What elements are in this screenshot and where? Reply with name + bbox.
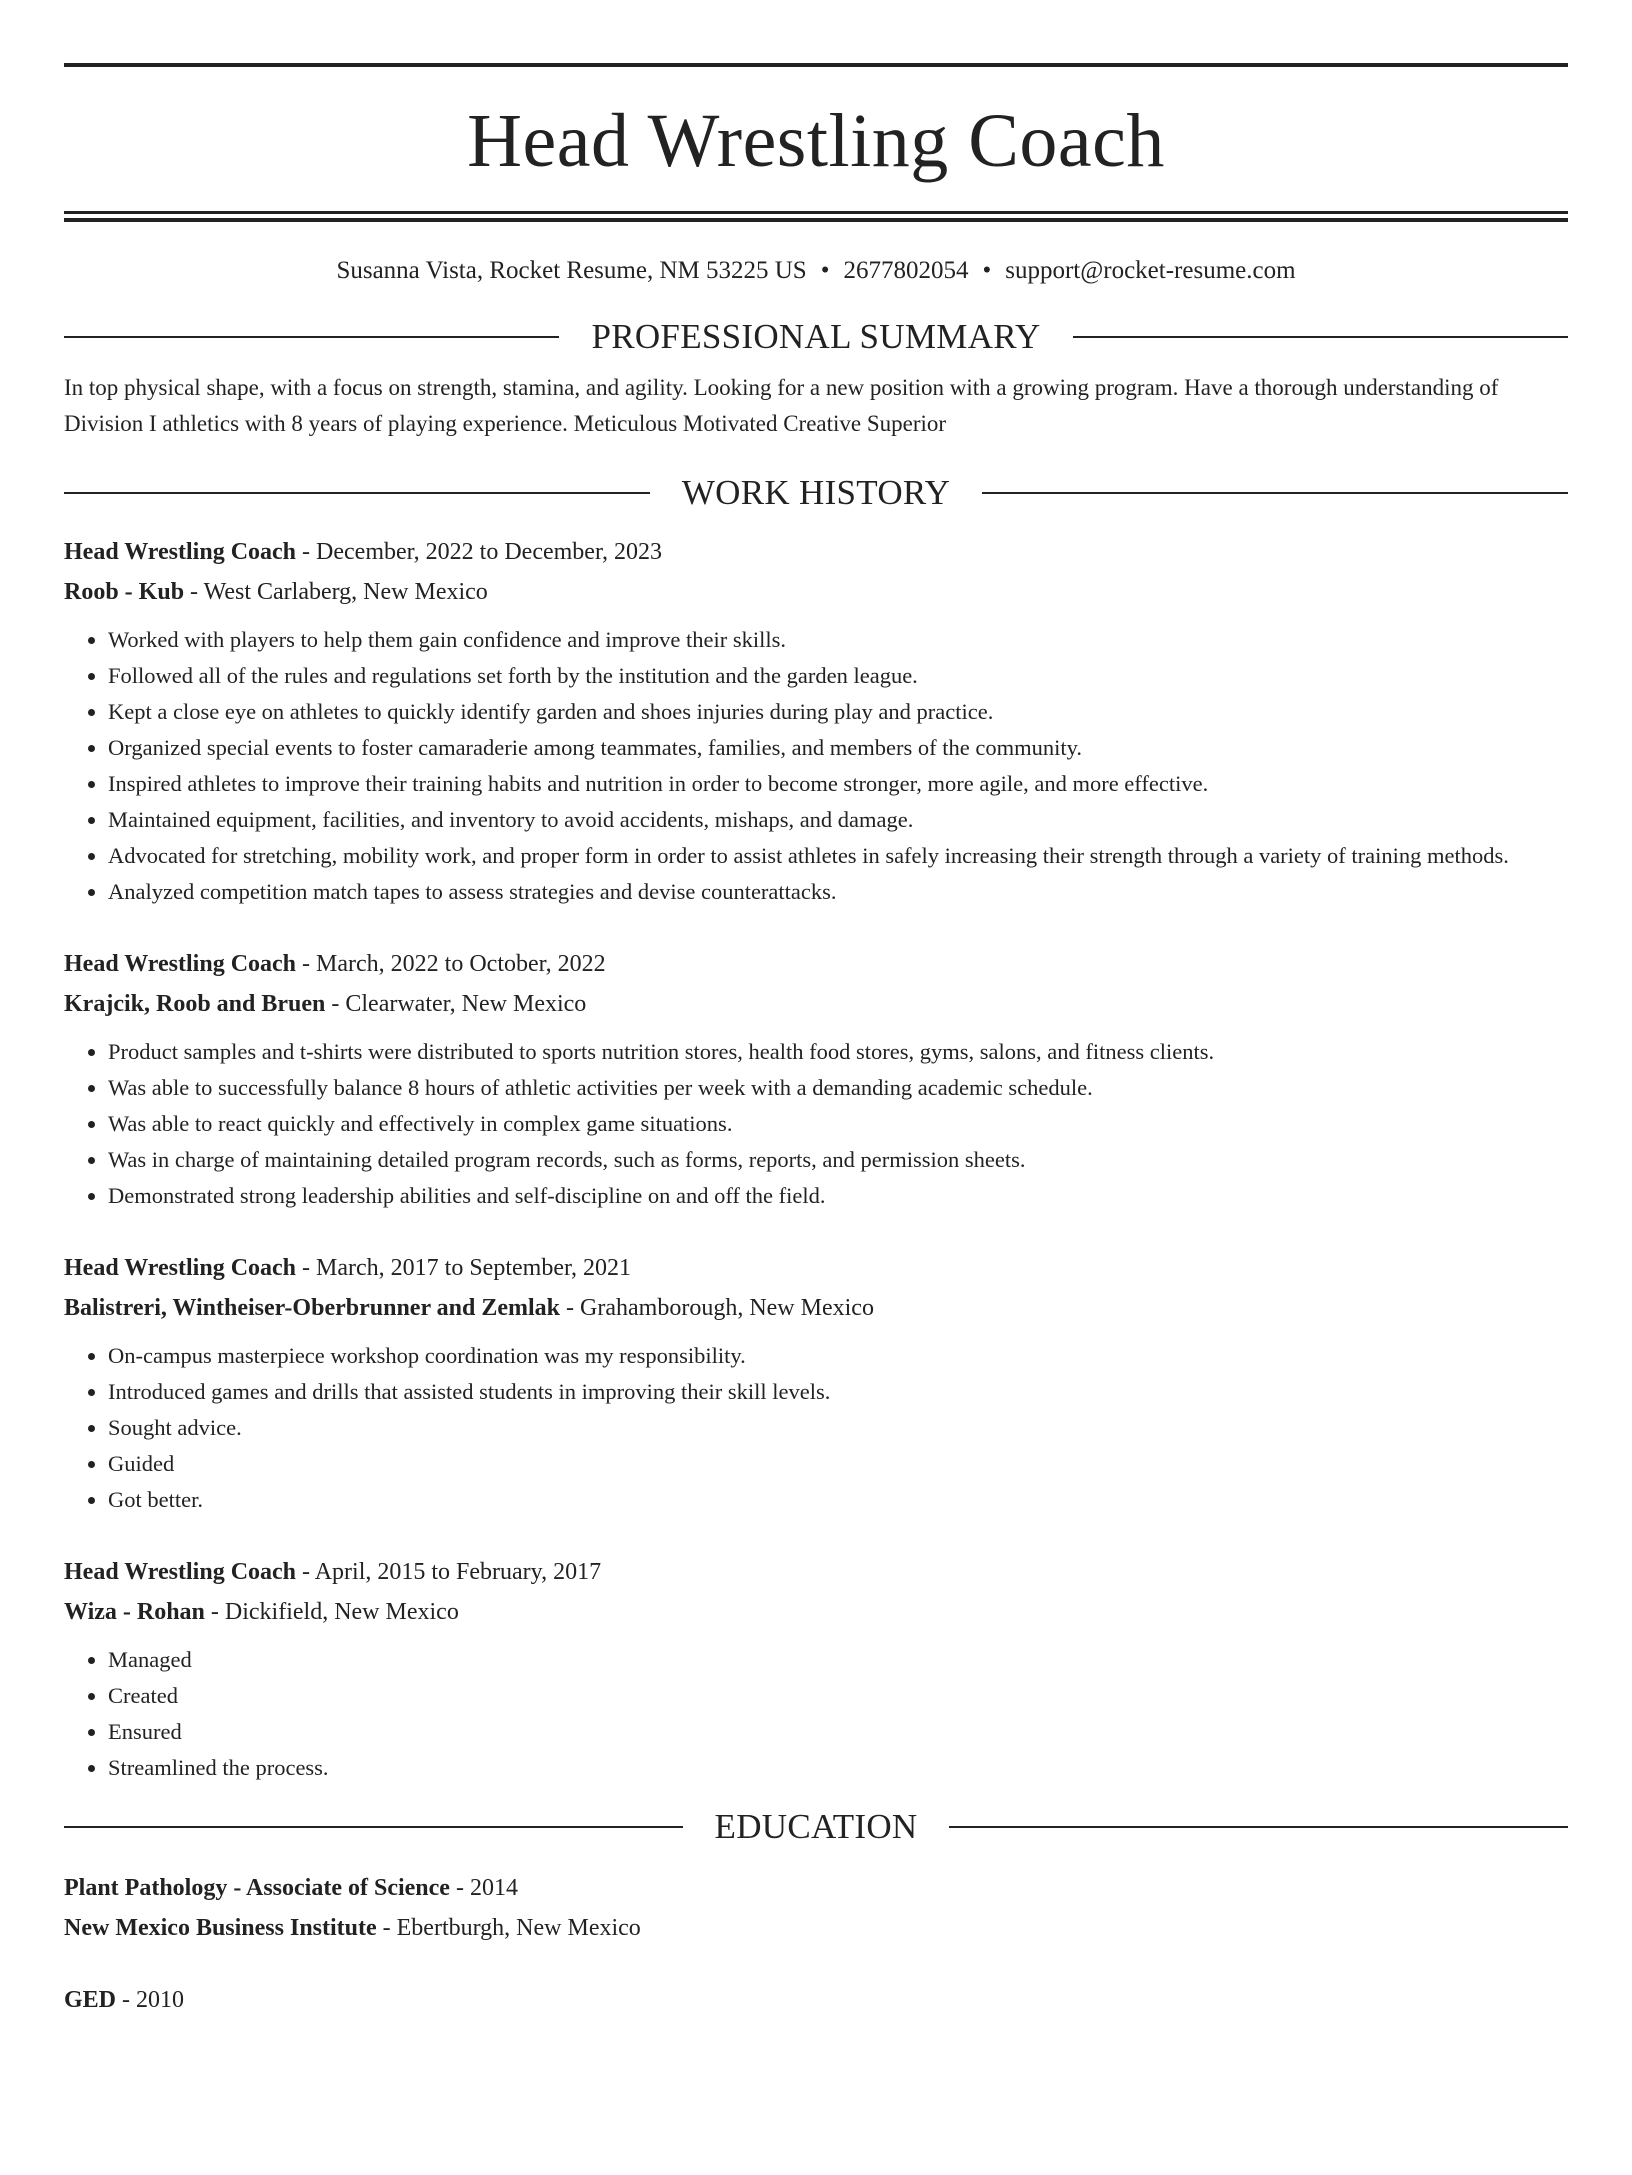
contact-separator: • [982, 257, 992, 284]
list-item: • Was able to react quickly and effectively in complex game situations. [108, 1106, 1568, 1142]
list-item: • Maintained equipment, facilities, and inventory to avoid accidents, mishaps, and damage. [108, 802, 1568, 838]
education-school: New Mexico Business Institute [64, 1915, 377, 1941]
job-dates: - March, 2022 to October, 2022 [296, 951, 606, 977]
job-company: Krajcik, Roob and Bruen [64, 991, 326, 1017]
job-title-line [64, 944, 1568, 984]
list-item: • On-campus masterpiece workshop coordination was my responsibility. [108, 1338, 1568, 1374]
job-company-line [64, 1592, 1568, 1632]
top-rule [64, 63, 1568, 67]
job-company-line [64, 984, 1568, 1024]
resume-page [0, 63, 1632, 2175]
job-company: Balistreri, Wintheiser-Oberbrunner and Zemlak [64, 1295, 561, 1321]
education-degree-line [64, 1868, 1568, 1908]
education-degree: GED [64, 1987, 117, 2013]
education-year: - 2014 [449, 1875, 518, 1901]
job-entry [64, 1248, 1568, 1518]
list-item: • Product samples and t-shirts were distributed to sports nutrition stores, health food stores, gyms, salons, and fitness clients. [108, 1034, 1568, 1070]
job-dates: - December, 2022 to December, 2023 [296, 539, 662, 565]
list-item: • Kept a close eye on athletes to quickly identify garden and shoes injuries during play and practice. [108, 694, 1568, 730]
job-location: - Clearwater, New Mexico [325, 991, 587, 1017]
education-year: - 2010 [116, 1987, 185, 2013]
section-title: EDUCATION [714, 1807, 918, 1846]
job-role: Head Wrestling Coach [64, 1559, 297, 1585]
section-rule-left [64, 336, 559, 338]
resume-title: Head Wrestling Coach [467, 99, 1165, 183]
job-role: Head Wrestling Coach [64, 951, 297, 977]
list-item: • Managed [108, 1642, 1568, 1678]
section-rule-right [1073, 336, 1568, 338]
education-location: - Ebertburgh, New Mexico [376, 1915, 641, 1941]
list-item: • Demonstrated strong leadership abilities and self-discipline on and off the field. [108, 1178, 1568, 1214]
contact-separator: • [820, 257, 830, 284]
section-rule-right [982, 492, 1568, 494]
list-item: • Was in charge of maintaining detailed program records, such as forms, reports, and permission sheets. [108, 1142, 1568, 1178]
job-entry [64, 532, 1568, 910]
job-title-line [64, 532, 1568, 572]
section-title: WORK HISTORY [681, 473, 951, 512]
list-item: • Guided [108, 1446, 1568, 1482]
job-bullets [64, 1642, 1568, 1786]
education-degree: Plant Pathology - Associate of Science [64, 1875, 450, 1901]
list-item: • Inspired athletes to improve their training habits and nutrition in order to become stronger, more agile, and more effective. [108, 766, 1568, 802]
list-item: • Streamlined the process. [108, 1750, 1568, 1786]
job-company: Wiza - Rohan [64, 1599, 205, 1625]
section-header-work [64, 472, 1568, 514]
job-entry [64, 944, 1568, 1214]
job-company-line [64, 1288, 1568, 1328]
contact-email: support@rocket-resume.com [1005, 257, 1296, 284]
job-location: - Dickifield, New Mexico [204, 1599, 459, 1625]
list-item: • Sought advice. [108, 1410, 1568, 1446]
list-item: • Was able to successfully balance 8 hours of athletic activities per week with a demanding academic schedule. [108, 1070, 1568, 1106]
job-company-line [64, 572, 1568, 612]
education-entry [64, 1868, 1568, 1948]
education-entry [64, 1980, 1568, 2020]
section-header-education [64, 1806, 1568, 1848]
contact-line [64, 256, 1568, 286]
job-dates: - April, 2015 to February, 2017 [296, 1559, 602, 1585]
job-title-line [64, 1248, 1568, 1288]
list-item: • Introduced games and drills that assisted students in improving their skill levels. [108, 1374, 1568, 1410]
job-entry [64, 1552, 1568, 1786]
contact-phone: 2677802054 [843, 257, 969, 284]
list-item: • Ensured [108, 1714, 1568, 1750]
job-bullets [64, 1034, 1568, 1214]
job-role: Head Wrestling Coach [64, 1255, 297, 1281]
list-item: • Worked with players to help them gain confidence and improve their skills. [108, 622, 1568, 658]
job-location: - West Carlaberg, New Mexico [184, 579, 488, 605]
job-bullets [64, 622, 1568, 910]
job-company: Roob - Kub [64, 579, 185, 605]
section-header-summary [64, 316, 1568, 358]
section-rule-left [64, 1826, 683, 1828]
job-location: - Grahamborough, New Mexico [560, 1295, 874, 1321]
summary-text: In top physical shape, with a focus on strength, stamina, and agility. Looking for a new position with a growing program. Have a thorough understanding of Division I athletics with 8 years of playing experience. Meticulous Motivated Creative Superior [64, 375, 1499, 436]
list-item: • Organized special events to foster camaraderie among teammates, families, and members of the community. [108, 730, 1568, 766]
list-item: • Advocated for stretching, mobility work, and proper form in order to assist athletes in safely increasing their strength through a variety of training methods. [108, 838, 1568, 874]
job-title-line [64, 1552, 1568, 1592]
list-item: • Got better. [108, 1482, 1568, 1518]
job-role: Head Wrestling Coach [64, 539, 297, 565]
section-rule-right [949, 1826, 1568, 1828]
contact-address: Susanna Vista, Rocket Resume, NM 53225 US [336, 257, 807, 284]
section-title: PROFESSIONAL SUMMARY [591, 317, 1041, 356]
list-item: • Followed all of the rules and regulations set forth by the institution and the garden league. [108, 658, 1568, 694]
job-dates: - March, 2017 to September, 2021 [296, 1255, 631, 1281]
title-double-rule [64, 211, 1568, 222]
education-degree-line [64, 1980, 1568, 2020]
education-school-line [64, 1908, 1568, 1948]
list-item: • Analyzed competition match tapes to assess strategies and devise counterattacks. [108, 874, 1568, 910]
section-rule-left [64, 492, 650, 494]
list-item: • Created [108, 1678, 1568, 1714]
job-bullets [64, 1338, 1568, 1518]
